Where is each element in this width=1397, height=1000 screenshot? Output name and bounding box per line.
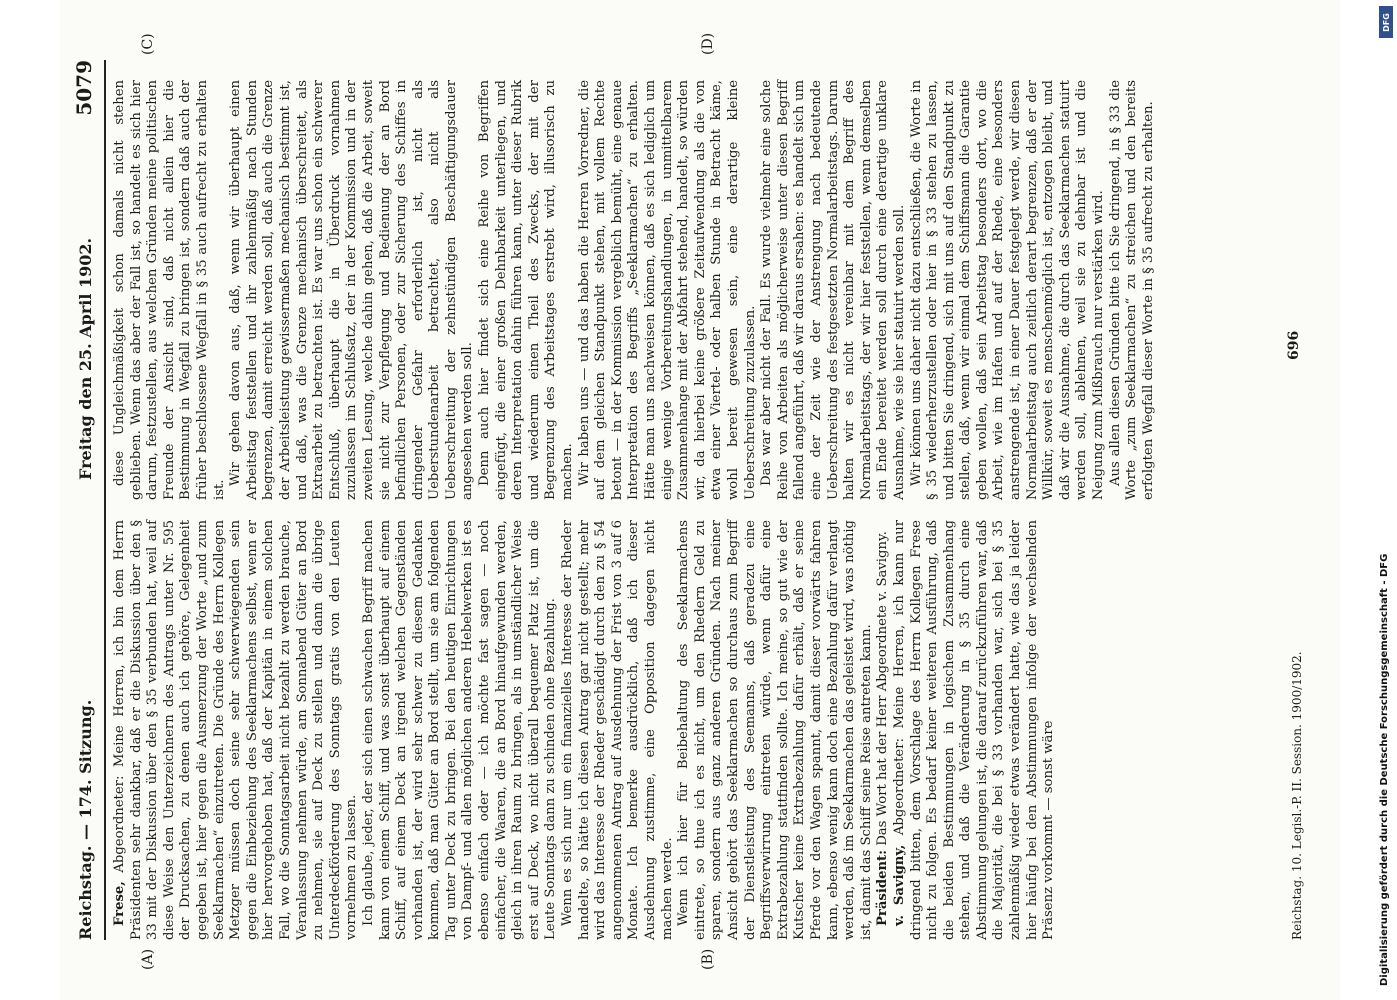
paragraph bbox=[361, 520, 560, 940]
page-header bbox=[68, 60, 106, 940]
paragraph bbox=[909, 80, 1108, 500]
text-column-right bbox=[112, 80, 1157, 500]
paragraph-text: diese Ungleichmäßigkeit schon damals nicht stehen geblieben. Wenn das aber der Fall ist, so handelt es sich hier darum, festzustellen, aus welchen Gründen meine politischen Freunde der Ansicht sind, daß nicht allein hier die Bestimmung in Wegfall zu bringen ist, sondern daß auch der früher beschlossene Wegfall in § 35 auch aufrecht zu erhalten ist. bbox=[112, 80, 227, 500]
speaker-name: Frese, bbox=[112, 881, 127, 926]
paragraph bbox=[577, 80, 760, 500]
paragraph bbox=[228, 80, 477, 500]
paragraph-text: Ich glaube, jeder, der sich einen schwachen Begriff machen kann von einem Schiff, und was sonst überhaupt auf einem Schiff, auf einem Deck an irgend welchen Gegenständen vorhanden ist, der wird sehr schwer zu diesem Gedanken kommen, daß man Güter an Bord stellt, um sie am folgenden Tag unter Deck zu bringen. Bei den heutigen Einrichtungen von Dampf- und allen möglichen anderen Hebelwerken ist es ebenso einfach oder — ich möchte fast sagen — noch einfacher, die Waaren, die an Bord hinaufgewunden werden, gleich in ihren Raum zu bringen, als in umständlicher Weise erst auf Deck, wo nicht überall bequemer Platz ist, um die Leute Sonntags dann zu schinden ohne Bezahlung. bbox=[360, 520, 559, 940]
paragraph bbox=[112, 520, 361, 940]
header-left: Reichstag. — 174. Sitzung. bbox=[76, 699, 95, 940]
paragraph-text: Wir können uns daher nicht dazu entschließen, die Worte in § 35 wiederherzustellen oder hier in § 33 stehen zu lassen, und bitten Sie dringend, sich mit uns auf den Standpunkt zu stellen, daß, wenn wir einmal dem Schiffsmann die Garantie geben wollen, daß sein Arbeitstag besonders dort, wo die Arbeit, wie im Hafen und auf der Rhede, eine besonders anstrengende ist, in einer Dauer festgelegt werde, wir diesen Normalarbeitstag auch zeitlich derart begrenzen, daß er der Willkür, soweit es menschenmöglich ist, entzogen bleibt, und daß wir die Ausnahme, die durch das Seeklarmachen statuirt werden soll, ablehnen, weil sie zu dehnbar ist und die Neigung zum Mißbrauch nur verstärken wird. bbox=[908, 80, 1107, 500]
header-page-number: 5079 bbox=[72, 60, 96, 116]
margin-mark-c: (C) bbox=[140, 33, 156, 55]
margin-mark-a: (A) bbox=[140, 948, 156, 970]
dfg-credit-text: Digitalisierung gefördert durch die Deutsche Forschungsgemeinschaft - DFG bbox=[1379, 553, 1390, 986]
paragraph-text: Das war aber nicht der Fall. Es wurde vielmehr eine solche Reihe von Arbeiten als möglicherweise unter diesen Begriff fallend angeführt, daß wir daraus ersahen: es handelt sich um eine der Zeit wie der Anstrengung nach bedeutende Ueberschreitung des festgesetzten Normalarbeitstags. Darum halten wir es nicht vereinbar mit dem Begriff des Normalarbeitstags, der wir hier feststellen, wenn demselben ein Ende bereitet werden soll durch eine derartige unklare Ausnahme, wie sie hier statuirt werden soll. bbox=[759, 80, 907, 500]
paragraph bbox=[759, 80, 908, 500]
paragraph-text: Abgeordneter: Meine Herren, ich bin dem Herrn Präsidenten sehr dankbar, daß er die Diskussion über den § 33 mit der Diskussion über den § 35 verbunden hat, weil auf diese Weise den Unterzeichnern des Antrags unter Nr. 595 der Drucksachen, zu denen auch ich gehöre, Gelegenheit gegeben ist, hier gegen die Ausmerzung der Worte „und zum Seeklarmachen“ einzutreten. Die Gründe des Herrn Kollegen Metzger müssen doch seine sehr schwerwiegenden sein gegen die Einbeziehung des Seeklarmachens selbst, wenn er hier hervorgehoben hat, daß der Kapitän in einem solchen Fall, wo die Sonntagsarbeit nicht bezahlt zu werden brauche, Veranlassung nehmen würde, am Sonnabend Güter an Bord zu nehmen, sie auf Deck zu stellen und dann die übrige Unterdeckförderung des Sonntags gratis von den Leuten vornehmen zu lassen. bbox=[112, 520, 360, 940]
margin-mark-d: (D) bbox=[700, 32, 716, 55]
footer-sheet-number: 696 bbox=[1286, 330, 1302, 360]
speaker-name: Präsident: bbox=[875, 849, 891, 926]
paragraph-text: Denn auch hier findet sich eine Reihe von Begriffen eingefügt, die einer großen Dehnbarkeit unterliegen, und deren Interpretation dahin führen kann, unter dieser Rubrik und wiederum einen Theil des Zwecks, der mit der Begrenzung des Arbeitstages erstrebt wird, illusorisch zu machen. bbox=[477, 80, 576, 500]
paragraph bbox=[560, 520, 676, 940]
text-column-left bbox=[112, 520, 1058, 940]
dfg-logo: DFG bbox=[1379, 6, 1393, 38]
paragraph bbox=[112, 80, 228, 500]
paragraph bbox=[477, 80, 577, 500]
paragraph-text: Aus allen diesen Gründen bitte ich Sie dringend, in § 33 die Worte „zum Seeklarmachen“ zu streichen und den bereits erfolgten Wegfall dieser Worte in § 35 aufrecht zu erhalten. bbox=[1107, 80, 1156, 500]
footer-session: Reichstag. 10. Legisl.-P. II. Session. 1900/1902. bbox=[1290, 651, 1304, 940]
margin-mark-b: (B) bbox=[700, 948, 716, 970]
paragraph bbox=[1108, 80, 1158, 500]
paragraph-text: Wenn ich hier für Beibehaltung des Seeklarmachens eintrete, so thue ich es nicht, um den Rhedern Geld zu sparen, sondern aus ganz anderen Gründen. Nach meiner Ansicht gehört das Seeklarmachen so durchaus zum Begriff der Dienstleistung des Seemanns, daß geradezu eine Begriffsverwirrung eintreten würde, wenn dafür eine Extrabezahlung stattfinden sollte. Ich meine, so gut wie der Kutscher keine Extrabezahlung dafür erhält, daß er seine Pferde vor den Wagen spannt, damit dieser vorwärts fahren kann, ebenso wenig kann doch eine Bezahlung dafür verlangt werden, daß im Seeklarmachen das geleistet wird, was nöthig ist, damit das Schiff seine Reise antreten kann. bbox=[676, 520, 874, 940]
dfg-credit bbox=[1379, 6, 1393, 996]
header-date: Freitag den 25. April 1902. bbox=[76, 237, 95, 480]
document-page bbox=[60, 0, 1340, 1000]
paragraph-text: Wenn es sich nur um ein finanzielles Interesse der Rheder handelte, so hätte ich diesen Antrag gar nicht gestellt; mehr wird das Interesse der Rheder geschädigt durch den zu § 54 angenommenen Antrag auf Ausdehnung der Frist von 3 auf 6 Monate. Ich bemerke ausdrücklich, daß ich dieser Ausdehnung zustimme, eine Opposition dagegen nicht machen werde. bbox=[560, 520, 675, 940]
paragraph-text: Wir gehen davon aus, daß, wenn wir überhaupt einen Arbeitstag feststellen und ihr zahlenmäßig nach Stunden begrenzen, damit erreicht werden soll, daß auch die Grenze der Arbeitsleistung gewissermaßen mechanisch bestimmt ist, und daß, was die Grenze mechanisch überschreitet, als Extraarbeit zu betrachten ist. Es war uns schon ein schwerer Entschluß, überhaupt die in Überdruck vornahmen zuzulassen im Schlußsatz, der in der Kommission und in der zweiten Lesung, welche dahin gehen, daß die Arbeit, soweit sie nicht zur Verpflegung und Bedienung der an Bord befindlichen Personen, oder zur Sicherung des Schiffes in dringender Gefahr erforderlich ist, nicht als Ueberstundenarbeit betrachtet, also nicht als Ueberschreitung der zehnstündigen Beschäftigungsdauer angesehen werden soll. bbox=[228, 80, 476, 500]
speaker-name: v. Savigny, bbox=[891, 844, 907, 926]
paragraph-text: Abgeordneter: Meine Herren, ich kann nur dringend bitten, dem Vorschlage des Herrn Kollegen Frese nicht zu folgen. Es bedarf keiner weiteren Ausführung, daß die beiden Bestimmungen in logischem Zusammenhang stehen, und daß die Veränderung in § 35 durch eine Abstimmung gelungen ist, die darauf zurückzuführen war, daß die Majorität, die bei § 33 vorhanden war, sich bei § 35 zahlenmäßig wieder etwas verändert hatte, wie das ja leider hier häufig bei den Abstimmungen infolge der wechselnden Präsenz vorkommt — sonst wäre bbox=[891, 520, 1057, 940]
paragraph bbox=[875, 520, 892, 940]
paragraph-text: Wir haben uns — und das haben die Herren Vorredner, die auf dem gleichen Standpunkt stehen, mit vollem Rechte betont — in der Kommission vergeblich bemüht, eine genaue Interpretation des Begriffs „Seeklarmachen“ zu erhalten. Hätte man uns nachweisen können, daß es sich lediglich um einige wenige Vorbereitungshandlungen, in unmittelbarem Zusammenhange mit der Abfahrt stehend, handelt, so würden wir, da hierbei keine größere Zeitaufwendung als die von etwa einer Viertel- oder halben Stunde in Betracht käme, wohl bereit gewesen sein, eine derartige kleine Ueberschreitung zuzulassen. bbox=[576, 80, 758, 500]
paragraph bbox=[892, 520, 1058, 940]
paragraph-text: Das Wort hat der Herr Abgeordnete v. Savigny. bbox=[875, 531, 891, 850]
paragraph bbox=[676, 520, 875, 940]
